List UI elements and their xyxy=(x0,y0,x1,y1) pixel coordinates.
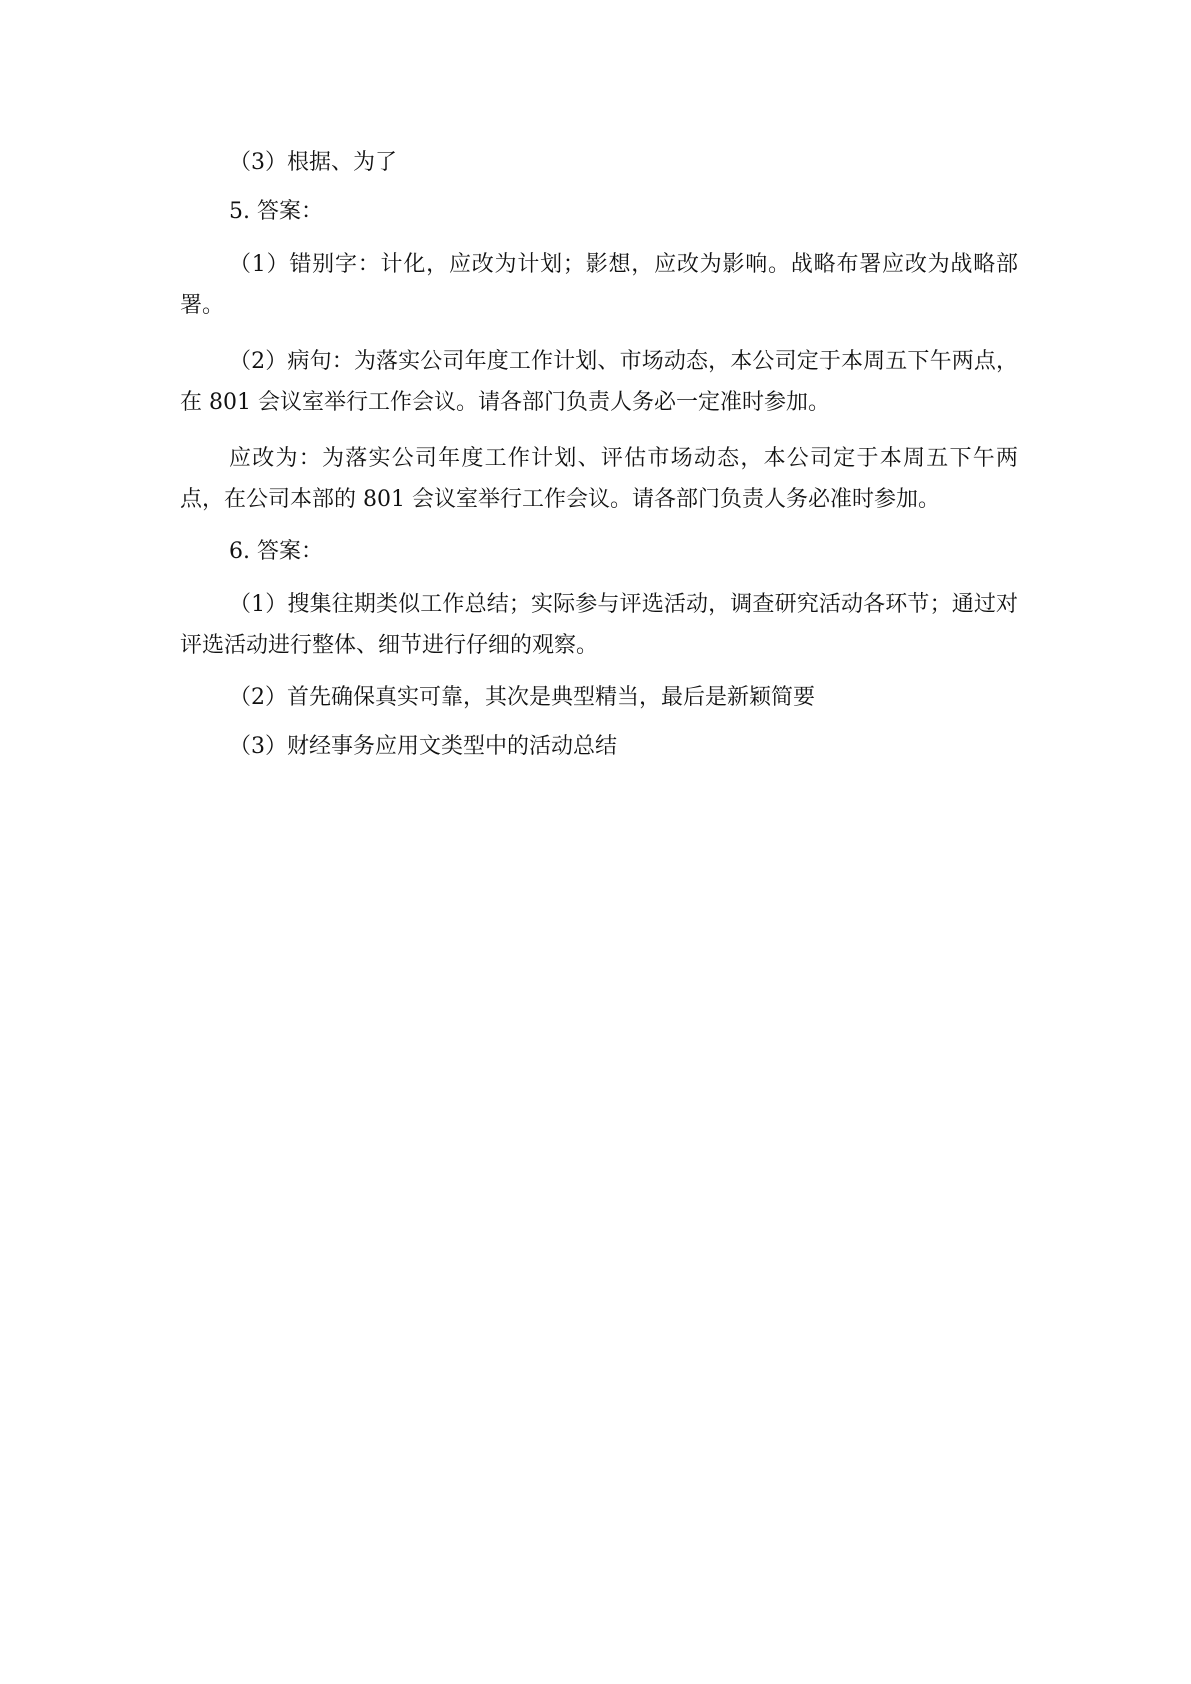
answer-6-item-3: （3）财经事务应用文类型中的活动总结 xyxy=(229,734,617,759)
answer-5-item-2: （2）病句：为落实公司年度工作计划、市场动态，本公司定于本周五下午两点，在 801 会议室举行工作会议。请各部门负责人务必一定准时参加。 xyxy=(180,349,1018,415)
answer-5-correction: 应改为：为落实公司年度工作计划、评估市场动态，本公司定于本周五下午两点，在公司本部的 801 会议室举行工作会议。请各部门负责人务必准时参加。 xyxy=(180,446,1018,512)
document-body xyxy=(180,146,1018,779)
answer-5-heading: 5. 答案： xyxy=(229,199,323,224)
answer-6-item-2: （2）首先确保真实可靠，其次是典型精当，最后是新颖简要 xyxy=(229,685,815,710)
answer-4-item-3: （3）根据、为了 xyxy=(229,150,397,175)
answer-6-item-1: （1）搜集往期类似工作总结；实际参与评选活动，调查研究活动各环节；通过对评选活动进行整体、细节进行仔细的观察。 xyxy=(180,592,1018,658)
answer-6-heading: 6. 答案： xyxy=(229,539,323,564)
answer-5-item-1: （1）错别字：计化，应改为计划；影想，应改为影响。战略布署应改为战略部署。 xyxy=(180,252,1018,318)
